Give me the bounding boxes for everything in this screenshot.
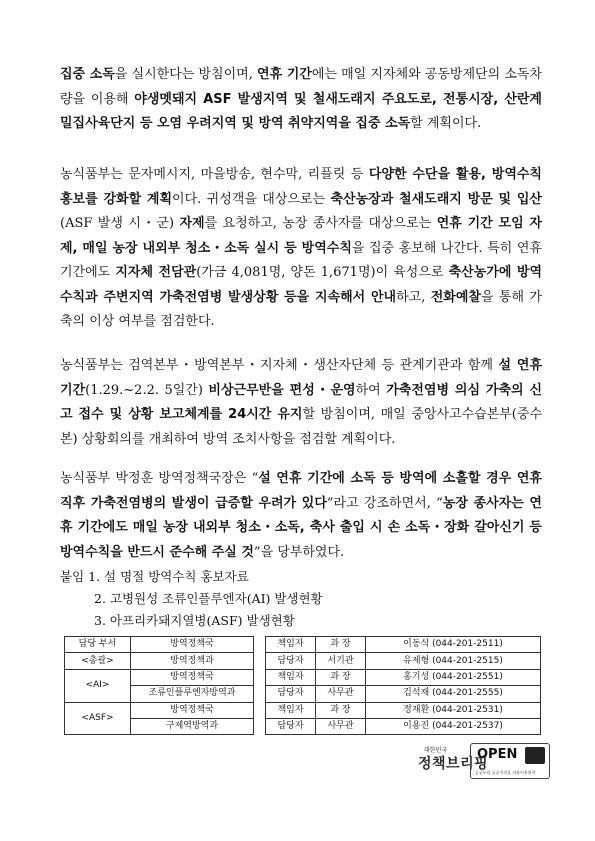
kogl-open-logo: OPEN 공공누리 공공저작물 자유이용허락 bbox=[470, 743, 550, 779]
contact-table bbox=[64, 636, 541, 735]
emphasis-text: 지자체 전담관 bbox=[115, 265, 197, 280]
dept-cell: 방역정책과 bbox=[131, 653, 254, 669]
body-text: 농식품부 박정훈 방역정책국장은 “ bbox=[60, 471, 259, 486]
emphasis-text: 설 연휴 기간에 소독 등 방역에 소홀할 경우 연휴 직후 가축전염병의 발생이 급증할 우려가 있다 bbox=[60, 471, 542, 511]
body-text: ”라고 강조하면서, “ bbox=[326, 495, 443, 511]
paragraph-disinfection-plan bbox=[60, 63, 542, 137]
contact-cell: 이용진 (044-201-2537) bbox=[366, 718, 541, 734]
title-cell: 과 장 bbox=[316, 702, 366, 718]
paragraph-director-remarks bbox=[60, 467, 542, 565]
emphasis-text: 농장 종사자는 연휴 기간에도 매일 농장 내외부 청소・소독, 축사 출입 시 손 소독・장화 갈아신기 등 방역수칙을 반드시 준수해 주실 것 bbox=[60, 495, 542, 560]
role-cell: 책임자 bbox=[266, 637, 316, 653]
body-text: 에는 매일 지자체와 공동방제단의 소독차량을 이용해 bbox=[60, 67, 542, 107]
kogl-person-icon bbox=[525, 747, 545, 764]
dept-cell: 구제역방역과 bbox=[131, 718, 254, 734]
emphasis-text: 집중 소독 bbox=[60, 67, 115, 82]
title-cell: 서기관 bbox=[316, 653, 366, 669]
paragraph-publicity-plan bbox=[60, 163, 542, 335]
role-cell: 담당자 bbox=[266, 686, 316, 702]
role-cell: 담당자 bbox=[266, 653, 316, 669]
body-text: 이다. 귀성객을 대상으로는 bbox=[172, 191, 331, 207]
body-text: 할 방침이며, 매일 중앙사고수습본부(중수본) 상황회의를 개최하여 방역 조치사항을 점검할 계획이다. bbox=[60, 407, 542, 447]
group-cell: <총괄> bbox=[65, 653, 131, 669]
body-text: (가금 4,081명, 양돈 1,671명)이 육성으로 bbox=[196, 265, 449, 280]
body-text: 을 통해 가축의 이상 여부를 점검한다. bbox=[60, 289, 542, 329]
attachment-item: 3. 아프리카돼지열병(ASF) 발생현황 bbox=[94, 613, 295, 628]
title-cell: 과 장 bbox=[316, 669, 366, 685]
dept-cell: 조류인플루엔자방역과 bbox=[131, 686, 254, 702]
body-text: 하고, bbox=[396, 289, 431, 305]
body-text: 하여 bbox=[355, 382, 387, 398]
emphasis-text: 연휴 기간 bbox=[257, 67, 312, 82]
contact-cell: 이동식 (044-201-2511) bbox=[366, 637, 541, 653]
attachment-list bbox=[60, 566, 540, 632]
contact-cell: 홍기성 (044-201-2551) bbox=[366, 669, 541, 685]
role-cell: 책임자 bbox=[266, 669, 316, 685]
role-cell: 담당자 bbox=[266, 718, 316, 734]
title-cell: 사무관 bbox=[316, 686, 366, 702]
spacer-cell bbox=[254, 637, 266, 735]
table-row bbox=[65, 702, 541, 718]
body-text: 를 요청하고, 농장 종사자를 대상으로는 bbox=[204, 216, 437, 231]
body-text: 할 계획이다. bbox=[410, 116, 482, 131]
contact-cell: 유제형 (044-201-2515) bbox=[366, 653, 541, 669]
body-text: 을 집중 홍보해 나간다. 특히 연휴 기간에도 bbox=[60, 240, 542, 280]
footer-logos: 대한민국 정책브리핑 OPEN 공공누리 공공저작물 자유이용허락 bbox=[418, 743, 558, 791]
attachment-label: 붙임 bbox=[60, 569, 85, 584]
group-cell: <ASF> bbox=[65, 702, 131, 735]
emphasis-text: 축산농가에 방역수칙과 주변지역 가축전염병 발생상황 등을 지속해서 안내 bbox=[60, 265, 543, 305]
emphasis-text: 가축전염병 의심 가축의 신고 접수 및 상황 보고체계를 24시간 유지 bbox=[60, 382, 543, 422]
attachment-item: 붙임 1. 설 명절 방역수칙 홍보자료 bbox=[60, 569, 249, 584]
emphasis-text: 비상근무반을 편성・운영 bbox=[208, 382, 356, 398]
body-text: ”을 당부하였다. bbox=[253, 544, 345, 560]
body-text: 을 실시한다는 방침이며, bbox=[114, 67, 258, 82]
contact-cell: 김석재 (044-201-2555) bbox=[366, 686, 541, 702]
emphasis-text: 연휴 기간 모임 자제, 매일 농장 내외부 청소・소독 실시 등 방역수칙 bbox=[60, 216, 542, 256]
dept-cell: 방역정책국 bbox=[131, 637, 254, 653]
title-cell: 사무관 bbox=[316, 718, 366, 734]
dept-cell: 방역정책국 bbox=[131, 702, 254, 718]
body-text: 농식품부는 문자메시지, 마을방송, 현수막, 리플릿 등 bbox=[60, 167, 369, 182]
role-cell: 책임자 bbox=[266, 702, 316, 718]
table-row bbox=[65, 637, 541, 653]
table-row bbox=[65, 669, 541, 685]
emphasis-text: 자제 bbox=[179, 216, 205, 231]
emphasis-text: 설 연휴 기간 bbox=[60, 358, 542, 398]
table-row bbox=[65, 653, 541, 669]
table-row bbox=[65, 718, 541, 734]
dept-cell: 방역정책국 bbox=[131, 669, 254, 685]
contact-cell: 정재환 (044-201-2531) bbox=[366, 702, 541, 718]
body-text: (ASF 발생 시・군) bbox=[60, 216, 180, 231]
emphasis-text: 축산농장과 철새도래지 방문 및 입산 bbox=[330, 191, 542, 207]
attachment-item: 2. 고병원성 조류인플루엔자(AI) 발생현황 bbox=[94, 591, 323, 606]
emphasis-text: 야생멧돼지 ASF 발생지역 및 철새도래지 주요도로, 전통시장, 산란계 밀집사육단지 등 오염 우려지역 및 방역 취약지역을 집중 소독 bbox=[60, 91, 542, 131]
title-cell: 과 장 bbox=[316, 637, 366, 653]
body-text: 농식품부는 검역본부・방역본부・지자체・생산자단체 등 관계기관과 함께 bbox=[60, 358, 499, 373]
body-text: (1.29.~2.2. 5일간) bbox=[85, 382, 209, 398]
emphasis-text: 전화예찰 bbox=[430, 289, 481, 305]
emphasis-text: 다양한 수단을 활용, 방역수칙 홍보를 강화할 계획 bbox=[60, 167, 542, 207]
dept-header-cell: 담당 부서 bbox=[65, 637, 131, 653]
paragraph-emergency-operation bbox=[60, 354, 542, 452]
group-cell: <AI> bbox=[65, 669, 131, 702]
table-row bbox=[65, 686, 541, 702]
